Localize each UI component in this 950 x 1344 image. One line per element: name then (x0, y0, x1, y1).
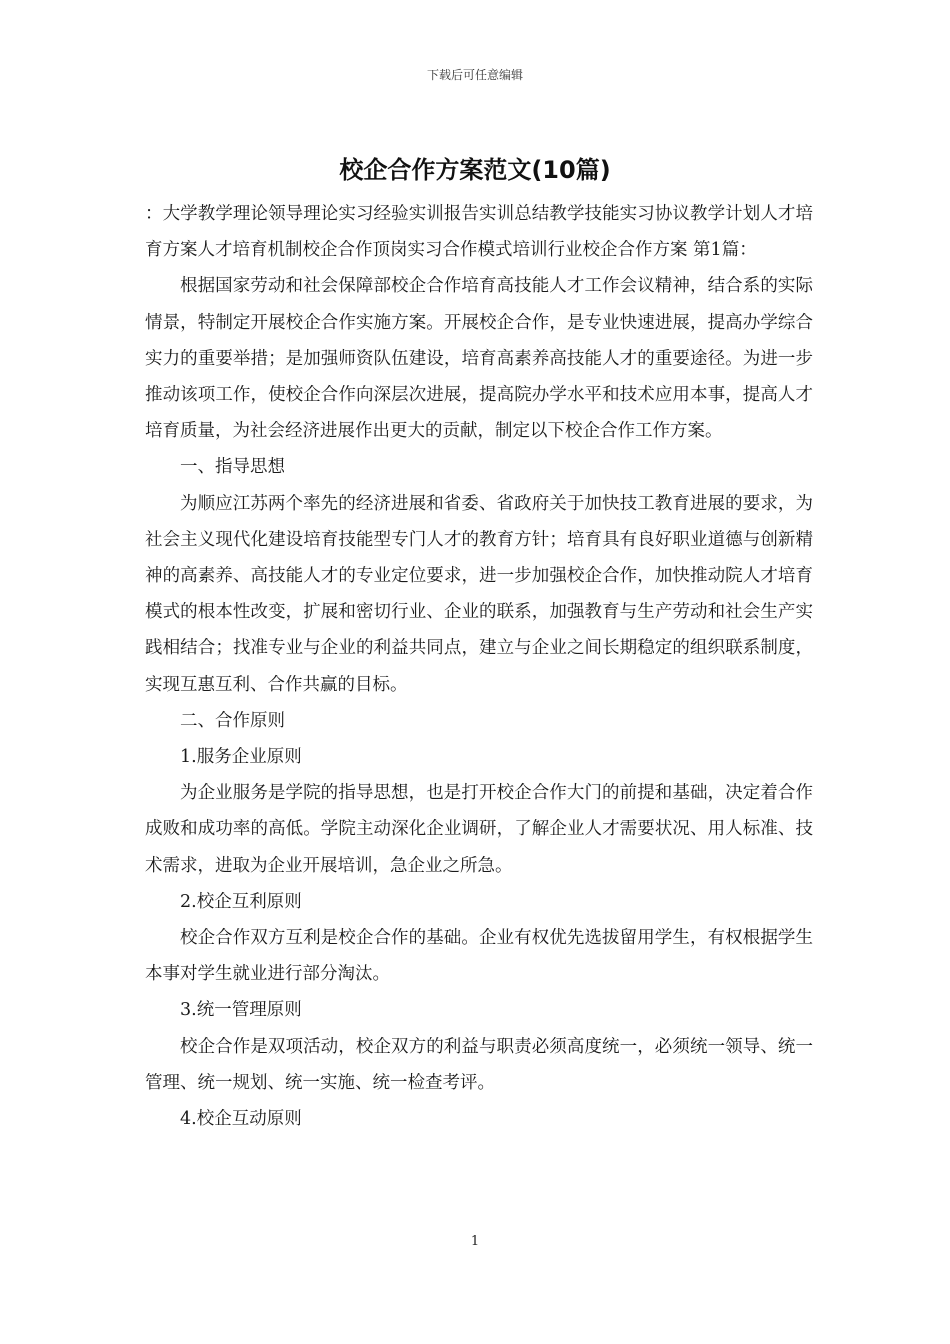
paragraph: 校企合作是双项活动，校企双方的利益与职责必须高度统一，必须统一领导、统一管理、统一规划、统一实施、统一检查考评。 (145, 1036, 813, 1093)
page-header-note: 下载后可任意编辑 (426, 68, 523, 82)
paragraph: 根据国家劳动和社会保障部校企合作培育高技能人才工作会议精神，结合系的实际情景，特制定开展校企合作实施方案。开展校企合作，是专业快速进展，提高办学综合实力的重要举措；是加强师资队伍建设，培育高素养高技能人才的重要途径。为进一步推动该项工作，使校企合作向深层次进展，提高院办学水平和技术应用本事，提高人才培育质量，为社会经济进展作出更大的贡献，制定以下校企合作工作方案。 (145, 276, 813, 442)
document-title: 校企合作方案范文(10篇) (339, 156, 611, 184)
paragraph: 为顺应江苏两个率先的经济进展和省委、省政府关于加快技工教育进展的要求，为社会主义现代化建设培育技能型专门人才的教育方针；培育具有良好职业道德与创新精神的高素养、高技能人才的专业定位要求，进一步加强校企合作，加快推动院人才培育模式的根本性改变，扩展和密切行业、企业的联系，加强教育与生产劳动和社会生产实践相结合；找准专业与企业的利益共同点，建立与企业之间长期稳定的组织联系制度，实现互惠互利、合作共赢的目标。 (145, 493, 813, 695)
paragraph: 2.校企互利原则 (180, 891, 302, 912)
paragraph: ：大学教学理论领导理论实习经验实训报告实训总结教学技能实习协议教学计划人才培育方案人才培育机制校企合作顶岗实习合作模式培训行业校企合作方案 第1篇： (145, 204, 813, 261)
paragraph: 一、指导思想 (180, 457, 285, 478)
paragraph: 4.校企互动原则 (180, 1109, 302, 1130)
paragraph: 二、合作原则 (180, 710, 285, 731)
document-body (145, 196, 813, 1137)
paragraph: 校企合作双方互利是校企合作的基础。企业有权优先选拔留用学生，有权根据学生本事对学生就业进行部分淘汰。 (145, 928, 813, 985)
paragraph: 1.服务企业原则 (180, 747, 302, 768)
paragraph: 为企业服务是学院的指导思想，也是打开校企合作大门的前提和基础，决定着合作成败和成功率的高低。学院主动深化企业调研，了解企业人才需要状况、用人标准、技术需求，进取为企业开展培训，急企业之所急。 (145, 783, 813, 876)
paragraph: 3.统一管理原则 (180, 1000, 302, 1021)
page-number: 1 (470, 1234, 480, 1249)
